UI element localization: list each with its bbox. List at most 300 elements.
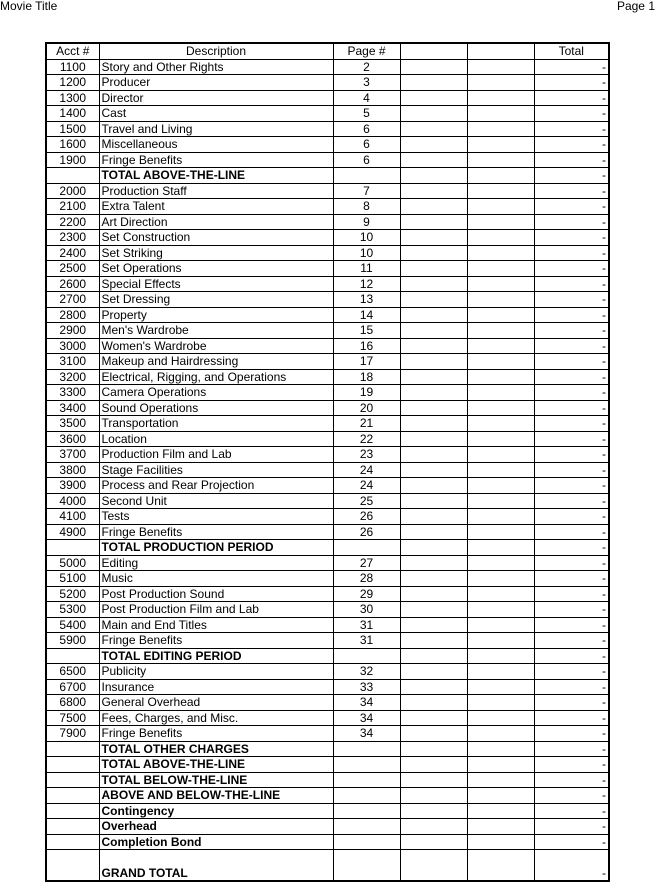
acct-cell: 1900 bbox=[46, 152, 99, 168]
table-total-row bbox=[46, 757, 609, 773]
page-cell: 21 bbox=[333, 416, 400, 432]
table-row bbox=[46, 664, 609, 680]
blank-cell-2 bbox=[467, 106, 534, 122]
blank-cell-1 bbox=[400, 679, 467, 695]
total-cell: - bbox=[534, 447, 609, 463]
blank-cell-1 bbox=[400, 106, 467, 122]
description-cell: Production Film and Lab bbox=[99, 447, 333, 463]
page-cell: 12 bbox=[333, 276, 400, 292]
table-row bbox=[46, 323, 609, 339]
acct-cell bbox=[46, 540, 99, 556]
total-cell: - bbox=[534, 214, 609, 230]
acct-cell: 2900 bbox=[46, 323, 99, 339]
description-cell: Publicity bbox=[99, 664, 333, 680]
page-cell: 22 bbox=[333, 431, 400, 447]
total-cell: - bbox=[534, 478, 609, 494]
page-cell: 34 bbox=[333, 695, 400, 711]
blank-cell-2 bbox=[467, 307, 534, 323]
blank-cell-1 bbox=[400, 664, 467, 680]
table-row bbox=[46, 447, 609, 463]
description-cell: Fringe Benefits bbox=[99, 524, 333, 540]
description-cell: Sound Operations bbox=[99, 400, 333, 416]
acct-cell: 3200 bbox=[46, 369, 99, 385]
page-label: Page 1 bbox=[616, 0, 655, 13]
blank-cell-2 bbox=[467, 602, 534, 618]
table-total-row bbox=[46, 648, 609, 664]
description-cell: Miscellaneous bbox=[99, 137, 333, 153]
page-cell: 20 bbox=[333, 400, 400, 416]
total-cell: - bbox=[534, 199, 609, 215]
acct-cell bbox=[46, 648, 99, 664]
blank-cell-1 bbox=[400, 834, 467, 850]
description-cell: Extra Talent bbox=[99, 199, 333, 215]
blank-cell-1 bbox=[400, 788, 467, 804]
table-row bbox=[46, 75, 609, 91]
description-cell: Completion Bond bbox=[99, 834, 333, 850]
total-cell: - bbox=[534, 462, 609, 478]
blank-cell-2 bbox=[467, 214, 534, 230]
table-row bbox=[46, 276, 609, 292]
table-row bbox=[46, 292, 609, 308]
total-cell: - bbox=[534, 788, 609, 804]
blank-cell-1 bbox=[400, 850, 467, 882]
page-cell: 11 bbox=[333, 261, 400, 277]
col-header-total: Total bbox=[534, 43, 609, 59]
acct-cell: 3500 bbox=[46, 416, 99, 432]
total-cell: - bbox=[534, 90, 609, 106]
blank-cell-1 bbox=[400, 338, 467, 354]
total-cell: - bbox=[534, 493, 609, 509]
acct-cell: 2600 bbox=[46, 276, 99, 292]
acct-cell: 1100 bbox=[46, 59, 99, 75]
acct-cell: 2100 bbox=[46, 199, 99, 215]
blank-cell-2 bbox=[467, 152, 534, 168]
description-cell: Main and End Titles bbox=[99, 617, 333, 633]
blank-cell-2 bbox=[467, 571, 534, 587]
total-cell: - bbox=[534, 431, 609, 447]
acct-cell bbox=[46, 741, 99, 757]
table-row bbox=[46, 509, 609, 525]
description-cell: Post Production Film and Lab bbox=[99, 602, 333, 618]
acct-cell: 2400 bbox=[46, 245, 99, 261]
total-cell: - bbox=[534, 757, 609, 773]
total-cell: - bbox=[534, 338, 609, 354]
total-cell: - bbox=[534, 617, 609, 633]
total-cell: - bbox=[534, 571, 609, 587]
table-row bbox=[46, 152, 609, 168]
total-cell: - bbox=[534, 245, 609, 261]
description-cell: Director bbox=[99, 90, 333, 106]
description-cell: ABOVE AND BELOW-THE-LINE bbox=[99, 788, 333, 804]
acct-cell: 1500 bbox=[46, 121, 99, 137]
description-cell: Editing bbox=[99, 555, 333, 571]
blank-cell-1 bbox=[400, 90, 467, 106]
table-row bbox=[46, 726, 609, 742]
page-cell: 26 bbox=[333, 509, 400, 525]
description-cell: TOTAL PRODUCTION PERIOD bbox=[99, 540, 333, 556]
blank-cell-1 bbox=[400, 648, 467, 664]
table-row bbox=[46, 524, 609, 540]
blank-cell-1 bbox=[400, 726, 467, 742]
blank-cell-1 bbox=[400, 75, 467, 91]
blank-cell-1 bbox=[400, 416, 467, 432]
description-cell: Cast bbox=[99, 106, 333, 122]
acct-cell bbox=[46, 757, 99, 773]
blank-cell-2 bbox=[467, 292, 534, 308]
page-cell: 34 bbox=[333, 726, 400, 742]
page-cell: 32 bbox=[333, 664, 400, 680]
total-cell: - bbox=[534, 385, 609, 401]
blank-cell-1 bbox=[400, 183, 467, 199]
blank-cell-2 bbox=[467, 276, 534, 292]
page-cell: 16 bbox=[333, 338, 400, 354]
blank-cell-2 bbox=[467, 509, 534, 525]
blank-cell-2 bbox=[467, 741, 534, 757]
description-cell: Overhead bbox=[99, 819, 333, 835]
blank-cell-2 bbox=[467, 75, 534, 91]
blank-cell-2 bbox=[467, 617, 534, 633]
acct-cell: 1300 bbox=[46, 90, 99, 106]
page-cell bbox=[333, 168, 400, 184]
table-row bbox=[46, 106, 609, 122]
table-row bbox=[46, 478, 609, 494]
total-cell: - bbox=[534, 354, 609, 370]
blank-cell-1 bbox=[400, 400, 467, 416]
table-total-row bbox=[46, 168, 609, 184]
total-cell: - bbox=[534, 850, 609, 882]
description-cell: Travel and Living bbox=[99, 121, 333, 137]
table-row bbox=[46, 400, 609, 416]
total-cell: - bbox=[534, 292, 609, 308]
blank-cell-2 bbox=[467, 850, 534, 882]
description-cell: Second Unit bbox=[99, 493, 333, 509]
blank-cell-2 bbox=[467, 137, 534, 153]
page-cell: 10 bbox=[333, 245, 400, 261]
total-cell: - bbox=[534, 524, 609, 540]
table-row bbox=[46, 230, 609, 246]
page-cell: 31 bbox=[333, 617, 400, 633]
page-cell: 6 bbox=[333, 137, 400, 153]
acct-cell: 3600 bbox=[46, 431, 99, 447]
total-cell: - bbox=[534, 602, 609, 618]
page-cell: 30 bbox=[333, 602, 400, 618]
acct-cell: 4900 bbox=[46, 524, 99, 540]
page-cell: 24 bbox=[333, 462, 400, 478]
blank-cell-1 bbox=[400, 478, 467, 494]
total-cell: - bbox=[534, 695, 609, 711]
acct-cell bbox=[46, 772, 99, 788]
acct-cell: 6700 bbox=[46, 679, 99, 695]
table-row bbox=[46, 59, 609, 75]
total-cell: - bbox=[534, 819, 609, 835]
blank-cell-1 bbox=[400, 540, 467, 556]
table-total-row bbox=[46, 834, 609, 850]
acct-cell bbox=[46, 834, 99, 850]
acct-cell: 5100 bbox=[46, 571, 99, 587]
blank-cell-2 bbox=[467, 400, 534, 416]
total-cell: - bbox=[534, 261, 609, 277]
col-header-blank-2 bbox=[467, 43, 534, 59]
total-cell: - bbox=[534, 803, 609, 819]
description-cell: Insurance bbox=[99, 679, 333, 695]
total-cell: - bbox=[534, 710, 609, 726]
description-cell: Fringe Benefits bbox=[99, 633, 333, 649]
blank-cell-2 bbox=[467, 338, 534, 354]
total-cell: - bbox=[534, 183, 609, 199]
description-cell: Story and Other Rights bbox=[99, 59, 333, 75]
acct-cell bbox=[46, 168, 99, 184]
blank-cell-2 bbox=[467, 664, 534, 680]
description-cell: Fees, Charges, and Misc. bbox=[99, 710, 333, 726]
page-cell: 9 bbox=[333, 214, 400, 230]
col-header-acct: Acct # bbox=[46, 43, 99, 59]
blank-cell-1 bbox=[400, 633, 467, 649]
blank-cell-1 bbox=[400, 555, 467, 571]
total-cell: - bbox=[534, 230, 609, 246]
page-cell: 6 bbox=[333, 121, 400, 137]
description-cell: TOTAL ABOVE-THE-LINE bbox=[99, 757, 333, 773]
table-row bbox=[46, 431, 609, 447]
acct-cell: 1400 bbox=[46, 106, 99, 122]
table-row bbox=[46, 199, 609, 215]
total-cell: - bbox=[534, 75, 609, 91]
blank-cell-1 bbox=[400, 462, 467, 478]
blank-cell-1 bbox=[400, 586, 467, 602]
blank-cell-2 bbox=[467, 772, 534, 788]
blank-cell-1 bbox=[400, 245, 467, 261]
table-row bbox=[46, 137, 609, 153]
blank-cell-2 bbox=[467, 834, 534, 850]
blank-cell-1 bbox=[400, 307, 467, 323]
blank-cell-2 bbox=[467, 462, 534, 478]
table-row bbox=[46, 571, 609, 587]
table-row bbox=[46, 493, 609, 509]
total-cell: - bbox=[534, 679, 609, 695]
blank-cell-1 bbox=[400, 509, 467, 525]
description-cell: Set Dressing bbox=[99, 292, 333, 308]
blank-cell-2 bbox=[467, 803, 534, 819]
description-cell: Makeup and Hairdressing bbox=[99, 354, 333, 370]
table-row bbox=[46, 602, 609, 618]
description-cell: TOTAL ABOVE-THE-LINE bbox=[99, 168, 333, 184]
col-header-page: Page # bbox=[333, 43, 400, 59]
acct-cell: 2500 bbox=[46, 261, 99, 277]
description-cell: Fringe Benefits bbox=[99, 152, 333, 168]
page-cell: 3 bbox=[333, 75, 400, 91]
page-cell: 15 bbox=[333, 323, 400, 339]
description-cell: TOTAL BELOW-THE-LINE bbox=[99, 772, 333, 788]
total-cell: - bbox=[534, 648, 609, 664]
acct-cell: 6500 bbox=[46, 664, 99, 680]
acct-cell bbox=[46, 788, 99, 804]
blank-cell-2 bbox=[467, 431, 534, 447]
total-cell: - bbox=[534, 555, 609, 571]
table-row bbox=[46, 679, 609, 695]
description-cell: Producer bbox=[99, 75, 333, 91]
blank-cell-1 bbox=[400, 276, 467, 292]
acct-cell: 5300 bbox=[46, 602, 99, 618]
page-cell bbox=[333, 803, 400, 819]
table-row bbox=[46, 369, 609, 385]
acct-cell bbox=[46, 803, 99, 819]
blank-cell-1 bbox=[400, 354, 467, 370]
total-cell: - bbox=[534, 633, 609, 649]
table-row bbox=[46, 90, 609, 106]
blank-cell-1 bbox=[400, 121, 467, 137]
acct-cell: 7900 bbox=[46, 726, 99, 742]
blank-cell-2 bbox=[467, 586, 534, 602]
blank-cell-2 bbox=[467, 121, 534, 137]
description-cell: Post Production Sound bbox=[99, 586, 333, 602]
table-total-row bbox=[46, 803, 609, 819]
blank-cell-1 bbox=[400, 323, 467, 339]
page-cell: 6 bbox=[333, 152, 400, 168]
blank-cell-2 bbox=[467, 59, 534, 75]
description-cell: Set Striking bbox=[99, 245, 333, 261]
blank-cell-1 bbox=[400, 199, 467, 215]
page-cell bbox=[333, 834, 400, 850]
page-cell bbox=[333, 772, 400, 788]
table-row bbox=[46, 214, 609, 230]
blank-cell-2 bbox=[467, 695, 534, 711]
blank-cell-2 bbox=[467, 788, 534, 804]
blank-cell-2 bbox=[467, 493, 534, 509]
table-row bbox=[46, 555, 609, 571]
description-cell: TOTAL OTHER CHARGES bbox=[99, 741, 333, 757]
blank-cell-2 bbox=[467, 726, 534, 742]
description-cell: Set Operations bbox=[99, 261, 333, 277]
page-cell bbox=[333, 757, 400, 773]
budget-table-body bbox=[46, 59, 609, 881]
blank-cell-2 bbox=[467, 555, 534, 571]
acct-cell: 3700 bbox=[46, 447, 99, 463]
blank-cell-2 bbox=[467, 447, 534, 463]
table-row bbox=[46, 385, 609, 401]
total-cell: - bbox=[534, 168, 609, 184]
blank-cell-2 bbox=[467, 648, 534, 664]
total-cell: - bbox=[534, 416, 609, 432]
blank-cell-1 bbox=[400, 493, 467, 509]
total-cell: - bbox=[534, 323, 609, 339]
total-cell: - bbox=[534, 152, 609, 168]
table-row bbox=[46, 183, 609, 199]
blank-cell-1 bbox=[400, 447, 467, 463]
page-cell: 14 bbox=[333, 307, 400, 323]
total-cell: - bbox=[534, 106, 609, 122]
blank-cell-2 bbox=[467, 323, 534, 339]
acct-cell: 3900 bbox=[46, 478, 99, 494]
blank-cell-1 bbox=[400, 385, 467, 401]
blank-cell-2 bbox=[467, 819, 534, 835]
page-cell: 10 bbox=[333, 230, 400, 246]
blank-cell-2 bbox=[467, 199, 534, 215]
description-cell: Process and Rear Projection bbox=[99, 478, 333, 494]
document-title: Movie Title bbox=[0, 0, 58, 13]
acct-cell: 4100 bbox=[46, 509, 99, 525]
description-cell: Set Construction bbox=[99, 230, 333, 246]
blank-cell-1 bbox=[400, 757, 467, 773]
acct-cell: 2200 bbox=[46, 214, 99, 230]
description-cell: Fringe Benefits bbox=[99, 726, 333, 742]
page-cell bbox=[333, 648, 400, 664]
table-row bbox=[46, 462, 609, 478]
table-total-row bbox=[46, 850, 609, 882]
acct-cell: 3100 bbox=[46, 354, 99, 370]
acct-cell: 5200 bbox=[46, 586, 99, 602]
blank-cell-1 bbox=[400, 617, 467, 633]
total-cell: - bbox=[534, 772, 609, 788]
blank-cell-1 bbox=[400, 819, 467, 835]
acct-cell: 3300 bbox=[46, 385, 99, 401]
blank-cell-2 bbox=[467, 369, 534, 385]
description-cell: TOTAL EDITING PERIOD bbox=[99, 648, 333, 664]
page-cell: 18 bbox=[333, 369, 400, 385]
blank-cell-2 bbox=[467, 710, 534, 726]
description-cell: Stage Facilities bbox=[99, 462, 333, 478]
table-row bbox=[46, 307, 609, 323]
table-total-row bbox=[46, 772, 609, 788]
total-cell: - bbox=[534, 121, 609, 137]
total-cell: - bbox=[534, 540, 609, 556]
total-cell: - bbox=[534, 741, 609, 757]
table-total-row bbox=[46, 540, 609, 556]
col-header-description: Description bbox=[99, 43, 333, 59]
table-row bbox=[46, 695, 609, 711]
description-cell: Location bbox=[99, 431, 333, 447]
description-cell: Tests bbox=[99, 509, 333, 525]
acct-cell: 4000 bbox=[46, 493, 99, 509]
total-cell: - bbox=[534, 59, 609, 75]
blank-cell-1 bbox=[400, 710, 467, 726]
blank-cell-1 bbox=[400, 571, 467, 587]
description-cell: Production Staff bbox=[99, 183, 333, 199]
page-cell: 34 bbox=[333, 710, 400, 726]
page-cell: 24 bbox=[333, 478, 400, 494]
blank-cell-1 bbox=[400, 261, 467, 277]
blank-cell-1 bbox=[400, 168, 467, 184]
acct-cell: 7500 bbox=[46, 710, 99, 726]
page-cell: 29 bbox=[333, 586, 400, 602]
blank-cell-1 bbox=[400, 803, 467, 819]
blank-cell-2 bbox=[467, 540, 534, 556]
total-cell: - bbox=[534, 834, 609, 850]
blank-cell-1 bbox=[400, 741, 467, 757]
table-row bbox=[46, 416, 609, 432]
acct-cell bbox=[46, 819, 99, 835]
total-cell: - bbox=[534, 307, 609, 323]
description-cell: Contingency bbox=[99, 803, 333, 819]
table-total-row bbox=[46, 788, 609, 804]
blank-cell-1 bbox=[400, 524, 467, 540]
table-total-row bbox=[46, 741, 609, 757]
page-cell: 13 bbox=[333, 292, 400, 308]
blank-cell-2 bbox=[467, 230, 534, 246]
budget-table bbox=[45, 42, 610, 882]
table-row bbox=[46, 617, 609, 633]
blank-cell-1 bbox=[400, 137, 467, 153]
table-row bbox=[46, 586, 609, 602]
total-cell: - bbox=[534, 664, 609, 680]
total-cell: - bbox=[534, 137, 609, 153]
blank-cell-1 bbox=[400, 59, 467, 75]
acct-cell: 5000 bbox=[46, 555, 99, 571]
description-cell: Camera Operations bbox=[99, 385, 333, 401]
blank-cell-2 bbox=[467, 354, 534, 370]
page-cell bbox=[333, 788, 400, 804]
blank-cell-1 bbox=[400, 602, 467, 618]
acct-cell: 2300 bbox=[46, 230, 99, 246]
acct-cell: 2800 bbox=[46, 307, 99, 323]
